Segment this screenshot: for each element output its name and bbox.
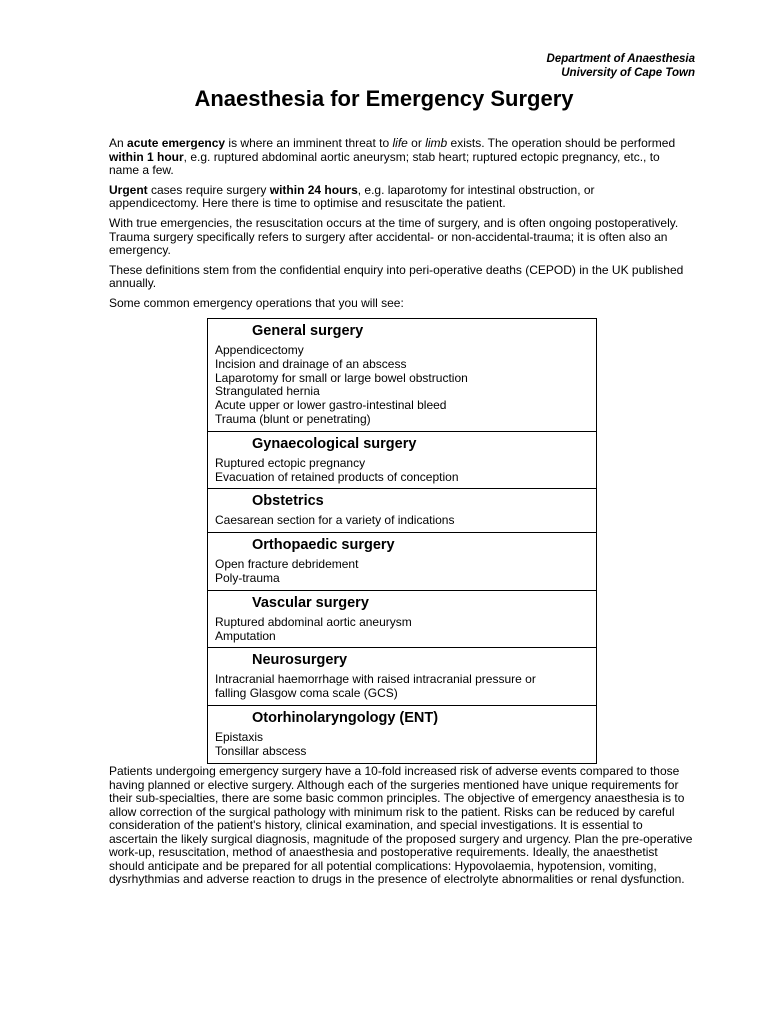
list-item: Ruptured abdominal aortic aneurysm [215,614,412,629]
italic-term: life [392,136,408,150]
list-item: Incision and drainage of an abscess [215,356,407,371]
section-heading: Gynaecological surgery [252,435,417,452]
text-run: , e.g. ruptured abdominal aortic aneurysm; stab heart; ruptured ectopic pregnancy, etc., to name a few. [109,149,660,178]
table-section [208,648,596,706]
list-item: Trauma (blunt or penetrating) [215,411,371,426]
bold-term: within 24 hours [269,182,358,197]
section-heading: Obstetrics [252,493,324,510]
list-item: Evacuation of retained products of conception [215,469,459,484]
emergency-operations-table [207,318,597,764]
text-run: exists. The operation should be performed [447,136,676,150]
page-title: Anaesthesia for Emergency Surgery [194,86,574,111]
bold-term: acute emergency [127,136,226,150]
table-section [208,591,596,649]
document-header [547,52,695,80]
bold-term: within 1 hour [109,149,184,164]
section-heading: Neurosurgery [252,652,348,669]
definitions-paragraph: These definitions stem from the confidential enquiry into peri-operative deaths (CEPOD) in the UK published annually. [109,262,684,291]
text-run: , e.g. laparotomy for intestinal obstruction, or appendicectomy. Here there is time to optimise and resuscitate the patient. [109,182,595,211]
list-item: Intracranial haemorrhage with raised intracranial pressure or [215,672,536,687]
list-item: Tonsillar abscess [215,743,307,758]
university-name: University of Cape Town [561,67,695,79]
table-section [208,489,596,533]
list-item: Amputation [215,628,276,643]
table-section [208,533,596,591]
list-item: Laparotomy for small or large bowel obstruction [215,370,468,385]
list-item: Epistaxis [215,729,264,744]
table-section [208,319,596,432]
list-item: Appendicectomy [215,343,304,357]
section-heading: Otorhinolaryngology (ENT) [252,709,439,726]
text-run: is where an imminent threat to [225,136,393,150]
text-run: cases require surgery [147,182,270,197]
section-heading: Vascular surgery [252,594,369,611]
text-run: An [109,136,128,150]
table-section [208,706,596,763]
list-item: Strangulated hernia [215,384,320,399]
acute-emergency-paragraph [109,137,684,178]
section-heading: Orthopaedic surgery [252,537,395,554]
list-item: Ruptured ectopic pregnancy [215,455,366,470]
section-heading: General surgery [252,323,364,339]
list-item: Acute upper or lower gastro-intestinal bleed [215,398,447,413]
text-run: or [407,136,426,150]
closing-paragraph: Patients undergoing emergency surgery have a 10-fold increased risk of adverse events compared to those having planned or elective surgery. Although each of the surgeries mentioned have unique requirements for their sub-specialties, there are some basic common principles. The objective of emergency anaesthesia is to allow correction of the surgical pathology with minimum risk to the patient. Risks can be reduced by careful consideration of the patient's history, clinical examination, and special investigations. It is essential to ascertain the likely surgical diagnosis, magnitude of the proposed surgery and urgency. Plan the pre-operative work-up, resuscitation, method of anaesthesia and postoperative requirements. Ideally, the anaesthetist should anticipate and be prepared for all potential complications: Hypovolaemia, hypotension, vomiting, dysrhythmias and adverse reaction to drugs in the presence of electrolyte abnormalities or renal dysfunction. [109,764,693,886]
operations-intro-paragraph: Some common emergency operations that you will see: [109,295,404,310]
italic-term: limb [425,136,448,150]
department-name: Department of Anaesthesia [546,53,695,65]
list-item: falling Glasgow coma scale (GCS) [215,686,398,701]
intro-text [109,137,684,317]
urgent-paragraph [109,184,684,211]
table-section [208,432,596,490]
list-item: Open fracture debridement [215,557,359,572]
bold-term: Urgent [109,182,148,197]
list-item: Caesarean section for a variety of indications [215,513,455,528]
true-emergencies-paragraph: With true emergencies, the resuscitation occurs at the time of surgery, and is often ongoing postoperatively. Trauma surgery specifically refers to surgery after accidental- or non-accidental-trauma; it is often also an emergency. [109,215,679,258]
list-item: Poly-trauma [215,570,280,585]
